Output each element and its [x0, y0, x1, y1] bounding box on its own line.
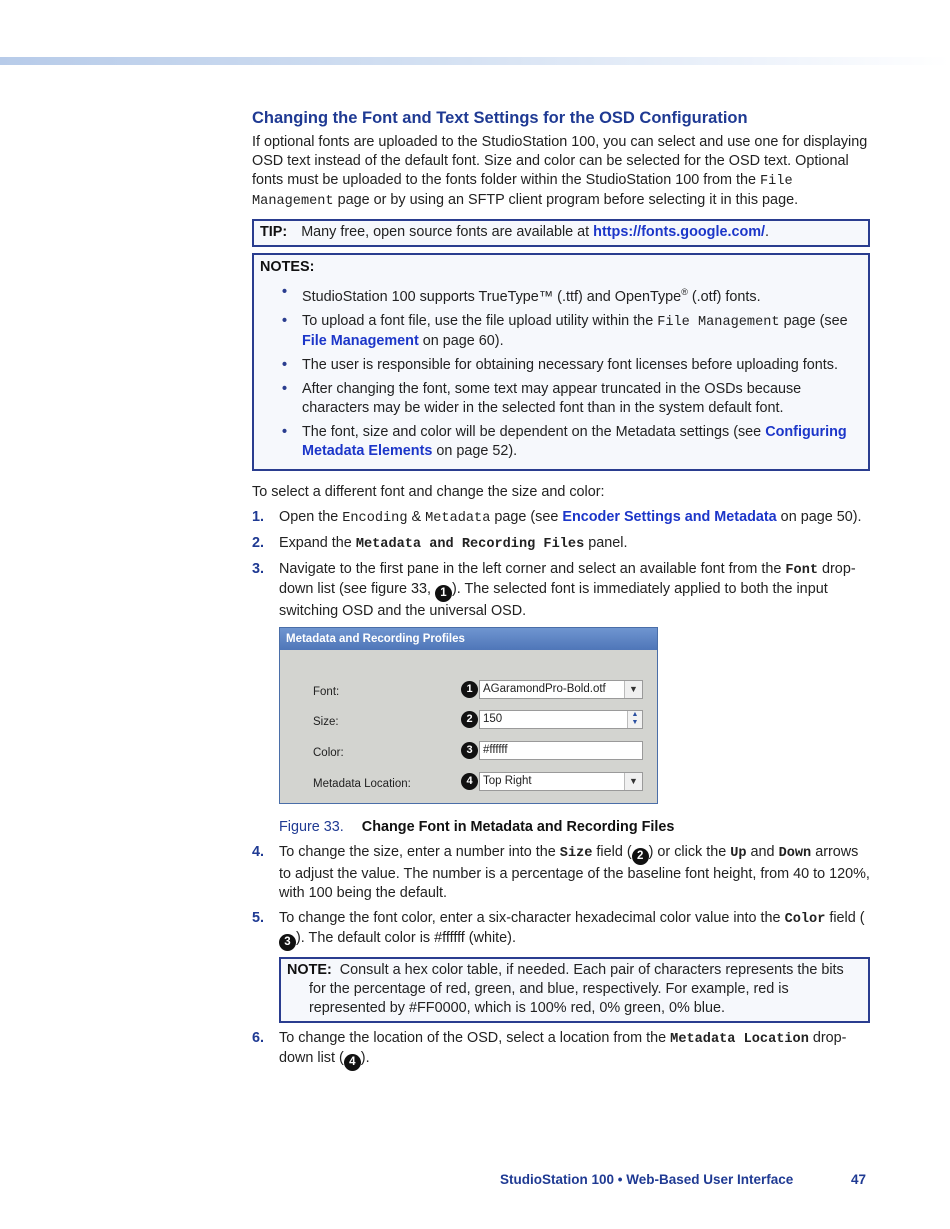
notes-box — [252, 253, 870, 471]
tip-box: TIP: Many free, open source fonts are available at https://fonts.google.com/. — [252, 219, 870, 247]
section-title: Changing the Font and Text Settings for the OSD Configuration — [252, 109, 748, 127]
page-content — [252, 108, 870, 1077]
size-stepper[interactable]: 150 ▲ ▼ — [479, 710, 643, 729]
callout-1-icon: 1 — [461, 681, 478, 698]
chevron-down-icon[interactable]: ▼ — [624, 681, 642, 698]
page-number: 47 — [850, 1172, 866, 1187]
steps-list — [252, 508, 870, 1071]
tip-label: TIP: — [260, 224, 288, 240]
notes-list — [260, 283, 862, 461]
bullet-icon: • — [282, 312, 288, 329]
step-5: 5. To change the font color, enter a six-character hexadecimal color value into the Color field (3 ). The default color is #ffffff (white). NOTE: Consult a hex color table, if needed. Each pair of characters represents the bits for the percentage of red, green, and blue, respectively. For example, red is represented by #FF0000, which is 100% red, 0% green, 0% blue. — [252, 909, 870, 1023]
note-item: • StudioStation 100 supports TrueType™ (.ttf) and OpenType® (.otf) fonts. — [282, 284, 761, 305]
up-down-arrows-icon[interactable]: ▲ ▼ — [627, 711, 642, 728]
step-6: 6. To change the location of the OSD, select a location from the Metadata Location drop-down list ( 4 ). — [252, 1029, 870, 1071]
step-1: 1. Open the Encoding & Metadata page (see Encoder Settings and Metadata on page 50). — [252, 508, 862, 526]
google-fonts-link[interactable]: https://fonts.google.com/ — [593, 224, 766, 240]
figure-caption: Figure 33. Change Font in Metadata and Recording Files — [279, 818, 675, 835]
note-item: • To upload a font file, use the file upload utility within the File Management page (see File Management on page 60). — [282, 312, 848, 349]
callout-3-icon: 3 — [279, 934, 296, 951]
chevron-down-icon[interactable]: ▼ — [624, 773, 642, 790]
figure-33-screenshot — [279, 627, 658, 804]
note-box — [279, 957, 870, 1023]
size-row — [280, 709, 657, 731]
file-management-code: File Management — [252, 174, 793, 209]
intro-paragraph: If optional fonts are uploaded to the StudioStation 100, you can select and use one for displaying OSD text instead of the default font. Size and color can be selected for the OSD text. Optional fonts must be uploaded to the fonts folder within the StudioStation 100 from the File Management page or by using an SFTP client program before selecting it in this page. — [252, 134, 868, 209]
step-4: 4. To change the size, enter a number into the Size field ( 2 ) or click the Up and Down arrows to adjust the value. The number is a percentage of the baseline font height, from 40 to 120%, with 100 being the default. — [252, 843, 870, 901]
bullet-icon: • — [282, 380, 288, 397]
font-label: Font: — [313, 685, 340, 698]
callout-4-icon: 4 — [344, 1054, 361, 1071]
configuring-metadata-link[interactable]: Configuring Metadata Elements — [302, 423, 847, 459]
bullet-icon: • — [282, 356, 288, 373]
location-row — [280, 771, 657, 793]
notes-label: NOTES: — [260, 259, 315, 275]
callout-2-icon: 2 — [461, 711, 478, 728]
size-label: Size: — [313, 715, 339, 728]
color-row — [280, 740, 657, 762]
panel-title: Metadata and Recording Profiles — [280, 628, 657, 650]
note-item: • After changing the font, some text may appear truncated in the OSDs because characters may be wider in the selected font than in the system default font. — [282, 380, 802, 416]
location-label: Metadata Location: — [313, 777, 411, 790]
header-band — [0, 57, 950, 65]
color-label: Color: — [313, 746, 344, 759]
tip-text: Many free, open source fonts are available at — [301, 224, 594, 240]
note-item: • The font, size and color will be dependent on the Metadata settings (see Configuring Metadata Elements on page 52). — [282, 423, 847, 459]
callout-2-icon: 2 — [632, 848, 649, 865]
bullet-icon: • — [282, 423, 288, 440]
page-footer — [500, 1172, 866, 1187]
note-item: • The user is responsible for obtaining necessary font licenses before uploading fonts. — [282, 356, 838, 373]
encoder-settings-link[interactable]: Encoder Settings and Metadata — [562, 508, 777, 525]
step-2: 2. Expand the Metadata and Recording Files panel. — [252, 534, 628, 552]
callout-1-icon: 1 — [435, 585, 452, 602]
callout-4-icon: 4 — [461, 773, 478, 790]
bullet-icon: • — [282, 284, 288, 300]
file-management-link[interactable]: File Management — [302, 332, 419, 349]
step-3: 3. Navigate to the first pane in the left corner and select an available font from the Font drop-down list (see figure 33, 1 ). The selected font is immediately applied to both the input switching OSD and the universal OSD. Metadata and Recording Profiles Font: 1 AGaramondPro-Bold.otf ▼ Size: 2 150 ▲ ▼ Color: 3 #ffffff Metadata Location: 4 Top Right ▼ Figure 33. Change Font in Metadata and Recording Files — [252, 560, 870, 837]
procedure-intro: To select a different font and change the size and color: — [252, 483, 605, 500]
footer-text: StudioStation 100 • Web-Based User Interface — [500, 1172, 794, 1187]
note-text: Consult a hex color table, if needed. Each pair of characters represents the bits for the percentage of red, green, and blue, respectively. For example, red is represented by #FF0000, which is 100% red, 0% green, 0% blue. — [309, 961, 844, 1016]
callout-3-icon: 3 — [461, 742, 478, 759]
location-select[interactable]: Top Right ▼ — [479, 772, 643, 791]
font-row — [280, 679, 657, 701]
color-input[interactable]: #ffffff — [479, 741, 643, 760]
note-label: NOTE: — [287, 961, 332, 978]
font-select[interactable]: AGaramondPro-Bold.otf ▼ — [479, 680, 643, 699]
